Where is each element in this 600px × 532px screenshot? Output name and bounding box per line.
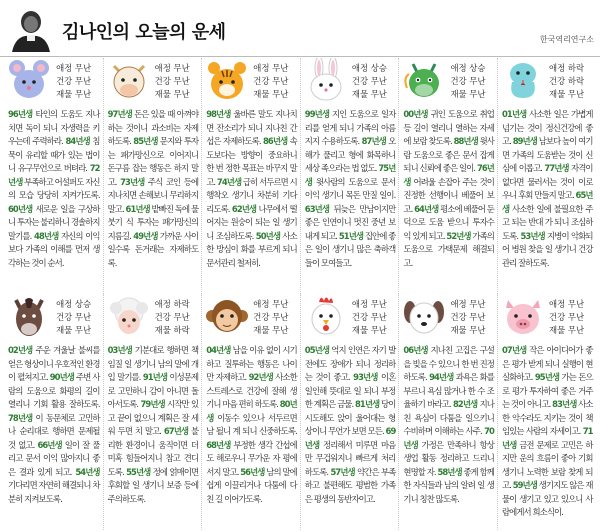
fortune-sentence: 이 동문체로 고민하나 순리대로 행하면 문제될 것 없고. (8, 412, 100, 450)
status-line: 재물 무난 (351, 325, 387, 335)
fortune-status (442, 298, 494, 337)
zodiac-cell-head (8, 294, 100, 344)
birth-year: 94년생 (429, 372, 454, 382)
status-line: 건강 무난 (351, 312, 387, 322)
zodiac-cell (201, 58, 300, 294)
fortune-sentence: 부정한 생각 간섭에도 해로우니 무가운 자 평에 서지 말고. (206, 439, 297, 477)
status-line: 건강 무난 (450, 76, 486, 86)
birth-year: 88년생 (453, 136, 478, 146)
birth-year: 72년생 (8, 163, 100, 187)
zodiac-cell-head (206, 58, 297, 108)
status-line: 재물 무난 (56, 325, 92, 335)
status-line: 재물 하락 (154, 325, 190, 335)
status-line: 건강 무난 (154, 76, 190, 86)
zodiac-cell (497, 58, 596, 294)
fortune-sentence: 사소한 방심이 화를 부르게 되니 문서관리 철저히. (206, 230, 297, 268)
status-line: 재물 무난 (253, 89, 289, 99)
fortune-text (403, 344, 494, 506)
birth-year: 97년생 (107, 109, 132, 119)
fortune-status (245, 62, 297, 101)
rabbit-icon (305, 58, 347, 102)
birth-year: 74년생 (216, 176, 242, 187)
status-line: 재물 무난 (549, 89, 585, 99)
birth-year: 60년생 (8, 203, 33, 214)
fortune-sentence: 주운 겨울날 불씨를 얻은 형상이니 우호적인 환경이 펼쳐지고. (8, 345, 100, 382)
birth-year: 67년생 (163, 426, 189, 436)
birth-year: 58년생 (437, 466, 462, 477)
birth-year: 63년생 (304, 203, 330, 214)
fortune-sentence: 사소한 악수라도 지키는 것이 책임있는 사람의 자세이고. (501, 399, 593, 436)
birth-year: 53년생 (520, 230, 545, 241)
birth-year: 61년생 (125, 203, 150, 214)
birth-year: 50년생 (255, 230, 281, 241)
zodiac-cell (4, 58, 103, 294)
fortune-status (442, 62, 494, 101)
rooster-icon (305, 294, 347, 338)
fortune-sentence: 가는 돈으로 평가 투자하여 좋은 거주는 것이 아니고. (501, 372, 593, 409)
fortune-text (305, 344, 396, 506)
birth-year: 03년생 (107, 345, 132, 355)
fortune-sentence: 뒤늦은 만남이지만 좋은 인연이니 멋진 중년 보내게 되고. (304, 203, 396, 241)
fortune-sentence: 타인의 도움도 지나치면 독이 되니 자생력을 키우는데 주력하라. (8, 109, 100, 146)
status-line: 애정 무난 (253, 63, 289, 73)
zodiac-cell-head (502, 58, 593, 108)
zodiac-cell (103, 294, 202, 530)
birth-year: 79년생 (140, 399, 165, 409)
fortune-status (48, 62, 100, 101)
birth-year: 56년생 (240, 466, 265, 477)
status-line: 애정 무난 (549, 299, 585, 309)
fortune-sentence: 지병이 악화되어 병원 찾을 일 생기니 건강관리 잘하도록. (501, 230, 593, 268)
birth-year: 96년생 (8, 109, 33, 119)
fortune-text (8, 344, 100, 506)
fortune-sentence: 작은 아이디어가 좋은 평가 받게 되니 실행이 현실화하고. (501, 345, 593, 382)
birth-year: 55년생 (126, 466, 151, 477)
birth-year: 99년생 (304, 109, 330, 119)
fortune-sentence: 울바른 말도 지나치면 잔소리가 되니 지나친 간섭은 자제하도록. (206, 109, 297, 146)
fortune-status (245, 298, 297, 337)
fortune-sentence: 주변 사람의 도움으로 화평의 길이 열리니 기회 활용 잘하도록. (8, 372, 100, 409)
birth-year: 86년생 (263, 136, 288, 146)
zodiac-cell-head (403, 294, 494, 344)
birth-year: 73년생 (120, 176, 145, 187)
fortune-sentence: 급히 서두르면 시행착오 생기니 차분히 기다리도록. (206, 176, 297, 214)
fortune-sentence: 당이 시도해도 앉이 울어대는 형상이니 무언가 보면 모든. (304, 399, 396, 436)
birth-year: 65년생 (501, 190, 593, 214)
status-line: 재물 무난 (253, 325, 289, 335)
fortune-sentence: 돈은 있을 때 아껴야 하는 것이니 과소비는 자제하도록. (107, 109, 199, 146)
birth-year: 52년생 (446, 230, 471, 241)
birth-year: 68년생 (206, 439, 231, 450)
fortune-sentence: 가족의 도움으로 가택문제 해결되고. (403, 230, 494, 268)
zodiac-cell-head (305, 294, 396, 344)
birth-year: 62년생 (231, 203, 257, 214)
status-line: 애정 상승 (56, 299, 92, 309)
zodiac-cell-head (403, 58, 494, 108)
fortune-sentence: 불리한 환경이니 움직이면 더 미혹 힘들어지니 참고 견디도록. (107, 426, 199, 477)
fortune-text (403, 108, 494, 270)
dragon-icon (403, 58, 445, 102)
zodiac-cell (103, 58, 202, 294)
fortune-status (146, 62, 198, 101)
fortune-text (8, 108, 100, 270)
status-line: 건강 무난 (253, 312, 289, 322)
fortune-sentence: 금전 문제로 고민은 하지만 운의 흐름이 좋아 기회 생기니 노력한 보람 찾게 되고. (501, 439, 593, 490)
birth-year: 06년생 (403, 345, 428, 355)
birth-year: 66년생 (37, 439, 62, 450)
birth-year: 49년생 (133, 230, 158, 241)
birth-year: 70년생 (403, 426, 494, 450)
birth-year: 54년생 (75, 466, 100, 477)
fortune-sentence: 정에 얽매이면 후회할 일 생기니 보증 등에 주의하도록. (107, 466, 199, 504)
zodiac-cell (300, 294, 399, 530)
fortune-sentence: 기다리면 자연히 해결되니 차분히 지켜보도록. (8, 480, 100, 504)
birth-year: 80년생 (206, 399, 297, 423)
fortune-sentence: 평소에 베풀어 둔 덕으로 도움 받으니 투자수익 있게 되고. (403, 203, 494, 241)
snake-icon (502, 58, 544, 102)
fortune-sentence: 이동수 있으나 서두르면 남 될니 계 되니 신중하도록. (206, 412, 297, 436)
fortune-text (206, 344, 297, 506)
zodiac-cell (201, 294, 300, 530)
fortune-sentence: 좋게 함께한 자식들과 남의 알려 일 생기니 칭찬 많도록. (403, 466, 494, 504)
zodiac-cell (398, 58, 497, 294)
fortune-text (502, 344, 593, 520)
status-line: 건강 무난 (56, 76, 92, 86)
zodiac-cell (497, 294, 596, 530)
pig-icon (502, 294, 544, 338)
fortune-text (206, 108, 297, 270)
dog-icon (403, 294, 445, 338)
status-line: 애정 하락 (154, 299, 190, 309)
birth-year: 04년생 (206, 345, 231, 355)
birth-year: 59년생 (512, 480, 537, 490)
birth-year: 05년생 (304, 345, 330, 355)
fortune-text (305, 108, 396, 270)
fortune-text (502, 108, 593, 270)
birth-year: 76년생 (403, 163, 494, 187)
horse-icon (8, 294, 50, 338)
birth-year: 64년생 (414, 203, 439, 214)
zodiac-cell-head (108, 58, 199, 108)
fortune-sentence: 억지 인연은 자기 발전에도 장애가 되니 정리하는 것이 좋고. (304, 345, 396, 382)
birth-year: 00년생 (403, 109, 428, 119)
birth-year: 48년생 (34, 230, 59, 241)
fortune-sentence: 새로운 일을 구상하니 투자는 불리하니 경솔하지 말기를. (8, 203, 100, 241)
fortune-row (4, 294, 596, 530)
status-line: 애정 무난 (154, 63, 190, 73)
fortune-sentence: 지나친 욕심이 다툼을 일으키니 수비하며 이해하는 사주. (403, 399, 494, 436)
fortune-sentence: 가정은 만족하니 항상 생업 활동 정리하고 드리니 현명할 자. (403, 439, 494, 477)
status-line: 애정 무난 (351, 299, 387, 309)
birth-year: 01년생 (501, 109, 527, 119)
fortune-sentence: 사소한 스트레스로 건강에 잘해 생기니 마음 편히 하도록. (206, 372, 297, 409)
fortune-status (343, 62, 395, 101)
status-line: 애정 상승 (351, 63, 387, 73)
zodiac-cell-head (502, 294, 593, 344)
fortune-sentence: 지인 도움으로 일자리를 얻게 되니 가족의 아름 지지 수용하도록. (304, 109, 396, 146)
status-line: 애정 무난 (56, 63, 92, 73)
fortune-sentence: 오해가 풀리고 형에 화목하니 세상 족으라는 법 없도. (304, 136, 396, 173)
fortune-status (343, 298, 395, 337)
fortune-status (48, 298, 100, 337)
birth-year: 95년생 (534, 372, 560, 382)
birth-year: 91년생 (142, 372, 168, 382)
status-line: 재물 무난 (351, 89, 387, 99)
fortune-sentence: 자격이 없다면 물러서는 것이 이로우니 후회 만들지 말고. (501, 163, 593, 200)
ox-icon (108, 58, 150, 102)
birth-year: 92년생 (248, 372, 273, 382)
fortune-text (108, 344, 199, 506)
status-line: 재물 무난 (450, 89, 486, 99)
birth-year: 89년생 (512, 136, 537, 146)
fortune-sentence: 과욕은 화를 부르니 욕심 많거나 한 수 조율하기 바라고. (403, 372, 494, 409)
zodiac-cell (4, 294, 103, 530)
birth-year: 81년생 (354, 399, 380, 409)
fortune-sentence: 윗사람의 도움으로 문서이익 생기니 목돈 만질 일이. (304, 176, 396, 200)
birth-year: 51년생 (338, 230, 364, 241)
fortune-sentence: 집안에 좋은 일이 생기니 많은 축하객들이 모여들고. (304, 230, 396, 268)
status-line: 건강 무난 (450, 312, 486, 322)
columnist-portrait (6, 6, 56, 52)
fortune-grid (4, 58, 596, 530)
brand-label: 한국역리연구소 (539, 35, 594, 44)
birth-year: 57년생 (330, 466, 355, 477)
birth-year: 83년생 (552, 399, 577, 409)
fortune-sentence: 사소한 일은 가볍게 넘기는 것이 정신건강에 좋고. (501, 109, 593, 146)
fortune-sentence: 이혼 일인해 뜻대로 일 되니 부정한 계획은 금물. (304, 372, 396, 409)
birth-year: 75년생 (304, 163, 396, 187)
fortune-sentence: 밭빠진 독에 물붓기 식 투자는 패가망신의 지름길. (107, 203, 199, 241)
birth-year: 71년생 (501, 426, 593, 450)
birth-year: 90년생 (49, 372, 74, 382)
fortune-sentence: 침묵이 유리할 때가 있는 법이니 유구무언으로 버텨라. (8, 136, 100, 173)
fortune-sentence: 윗사람 도움으로 좋은 문서 잡게 되니 신뢰에 좋은 일이. (403, 136, 494, 173)
page-header (0, 0, 600, 57)
fortune-status (541, 298, 593, 337)
fortune-sentence: 사소한 일에 불필요한 주고 되는 반대 가 되니 조심하도록. (501, 203, 593, 241)
tiger-icon (206, 58, 248, 102)
fortune-status (146, 298, 198, 337)
zodiac-cell-head (206, 294, 297, 344)
fortune-sentence: 남보다 높이 여기면 가족의 도움받는 것이 신심에 이롭고. (501, 136, 593, 173)
monkey-icon (206, 294, 248, 338)
zodiac-cell (398, 294, 497, 530)
fortune-sentence: 생기지도 않은 재물이 생기고 있고 있으니 사람에게서 희소식이. (501, 480, 593, 517)
fortune-sentence: 기분대로 행하면 책임질 일 생기니 남의 말에 개입 말기를. (107, 345, 199, 382)
fortune-sentence: 자신의 이익보다 가족의 이해를 먼저 생각하는 것이 순서. (8, 230, 100, 268)
fortune-sentence: 어려울 손잡아 주는 것이 진정한 선행이니 베풀어 보고. (403, 176, 494, 214)
fortune-sentence: 정리해서 미루면 마음만 무겁워지니 빠르게 처리하도록. (304, 439, 396, 477)
status-line: 애정 하락 (549, 63, 585, 73)
fortune-sentence: 남을 이유 없이 시기하고 질투하는 행동은 나이만 자제하고. (206, 345, 297, 382)
fortune-sentence: 지나친 고집은 구설을 빚을 수 있으니 한 번 진정하도록. (403, 345, 494, 382)
status-line: 건강 무난 (253, 76, 289, 86)
fortune-sentence: 이성문제로 고민하니 감이 아니면 돌아서도록. (107, 372, 199, 409)
birth-year: 82년생 (452, 399, 478, 409)
fortune-sentence: 남의 말에 쉽게 이끌리거나 다툼에 다친 길 이어가도록. (206, 466, 297, 504)
birth-year: 07년생 (501, 345, 527, 355)
fortune-sentence: 속도보다는 방향이 중요하니 한 번 정한 목표는 바꾸지 말고. (206, 136, 297, 187)
fortune-sentence: 귀인 도움으로 취업 등 길이 열리니 열하는 자세에 보람 찾도록. (403, 109, 494, 146)
status-line: 건강 무난 (549, 312, 585, 322)
birth-year: 69년생 (304, 426, 396, 450)
fortune-row (4, 58, 596, 294)
status-line: 건강 무난 (351, 76, 387, 86)
status-line: 건강 무난 (154, 312, 190, 322)
fortune-sentence: 문지와 투자는 패가망신으로 이어지니 돈구름 잡는 행동은 하지 말고. (107, 136, 199, 187)
birth-year: 77년생 (544, 163, 569, 173)
page-title: 김나인의 오늘의 운세 (62, 22, 226, 43)
zodiac-cell-head (108, 294, 199, 344)
fortune-sentence: 시작만 있고 끝이 없으니 계획은 잘 세워 두면 치 말고. (107, 399, 199, 436)
zodiac-cell-head (8, 58, 100, 108)
status-line: 애정 무난 (450, 299, 486, 309)
birth-year: 84년생 (65, 136, 90, 146)
fortune-sentence: 주식 코인 등에 지나치면 손해보니 무리하지 말고. (107, 176, 199, 214)
birth-year: 85년생 (133, 136, 158, 146)
birth-year: 78년생 (8, 412, 33, 423)
fortune-status (541, 62, 593, 101)
status-line: 건강 하락 (549, 76, 585, 86)
zodiac-cell-head (305, 58, 396, 108)
fortune-sentence: 부족하고 어설퍼도 자신의 모습 당당히 지켜가도록. (8, 176, 100, 200)
status-line: 재물 무난 (549, 325, 585, 335)
fortune-sentence: 나무에서 떨어지는 원숭이 되는 일 생기니 조심하도록. (206, 203, 297, 241)
mouse-icon (8, 58, 50, 102)
fortune-sentence: 일이 잘 풀리고 문서 이익 많아지니 좋은 결과 있게 되고. (8, 439, 100, 477)
birth-year: 87년생 (361, 136, 386, 146)
fortune-text (108, 108, 199, 270)
birth-year: 98년생 (206, 109, 231, 119)
status-line: 재물 무난 (56, 89, 92, 99)
status-line: 애정 무난 (253, 299, 289, 309)
sheep-icon (108, 294, 150, 338)
fortune-sentence: 약간은 부족하고 불편해도 평범한 가족은 평생의 동반자이고. (304, 466, 396, 504)
fortune-sentence: 가까운 사이일수록 돈거래는 자제하도록. (107, 230, 199, 268)
status-line: 애정 상승 (450, 63, 486, 73)
birth-year: 93년생 (353, 372, 378, 382)
birth-year: 02년생 (8, 345, 33, 355)
status-line: 재물 무난 (450, 325, 486, 335)
status-line: 건강 무난 (56, 312, 92, 322)
zodiac-cell (300, 58, 399, 294)
status-line: 재물 무난 (154, 89, 190, 99)
